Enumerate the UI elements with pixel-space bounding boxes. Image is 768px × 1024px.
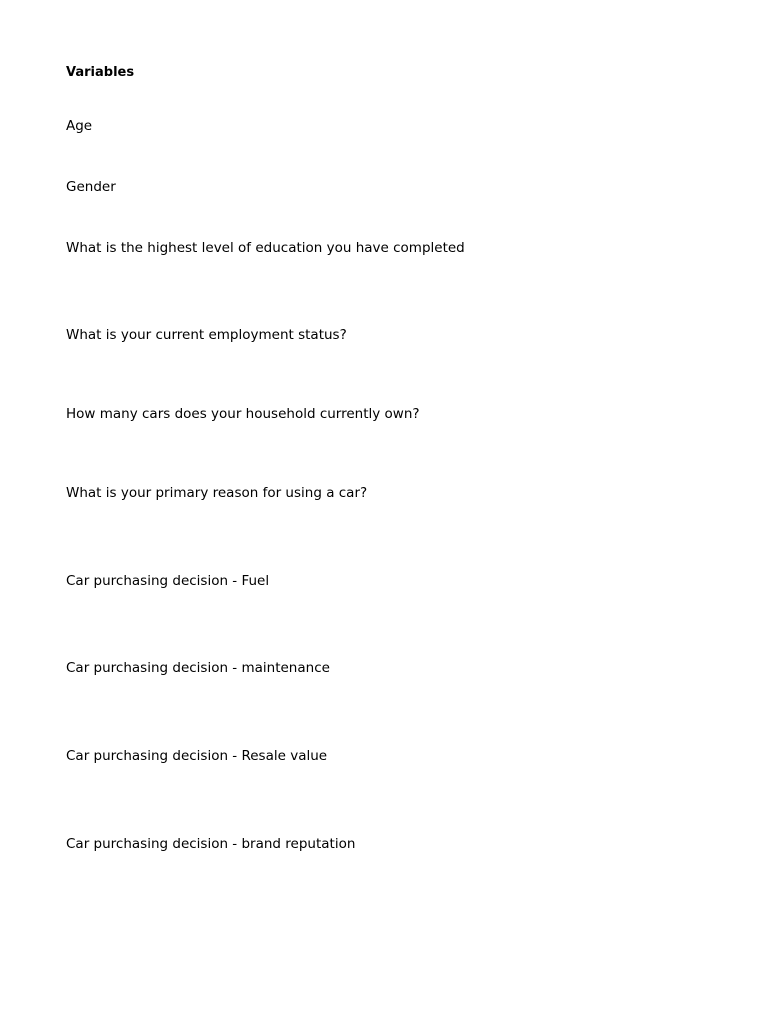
variable-age: Age <box>66 118 93 134</box>
variable-decision-resale-value: Car purchasing decision - Resale value <box>66 748 328 764</box>
variable-household-cars: How many cars does your household currently own? <box>66 406 420 422</box>
variable-car-usage-reason: What is your primary reason for using a car? <box>66 485 368 501</box>
section-heading: Variables <box>66 65 135 80</box>
variable-decision-brand-reputation: Car purchasing decision - brand reputation <box>66 836 356 852</box>
variable-employment-status: What is your current employment status? <box>66 327 347 343</box>
variable-education: What is the highest level of education you have completed <box>66 240 465 256</box>
variable-decision-fuel: Car purchasing decision - Fuel <box>66 573 270 589</box>
variable-decision-maintenance: Car purchasing decision - maintenance <box>66 660 330 676</box>
variable-gender: Gender <box>66 179 116 195</box>
